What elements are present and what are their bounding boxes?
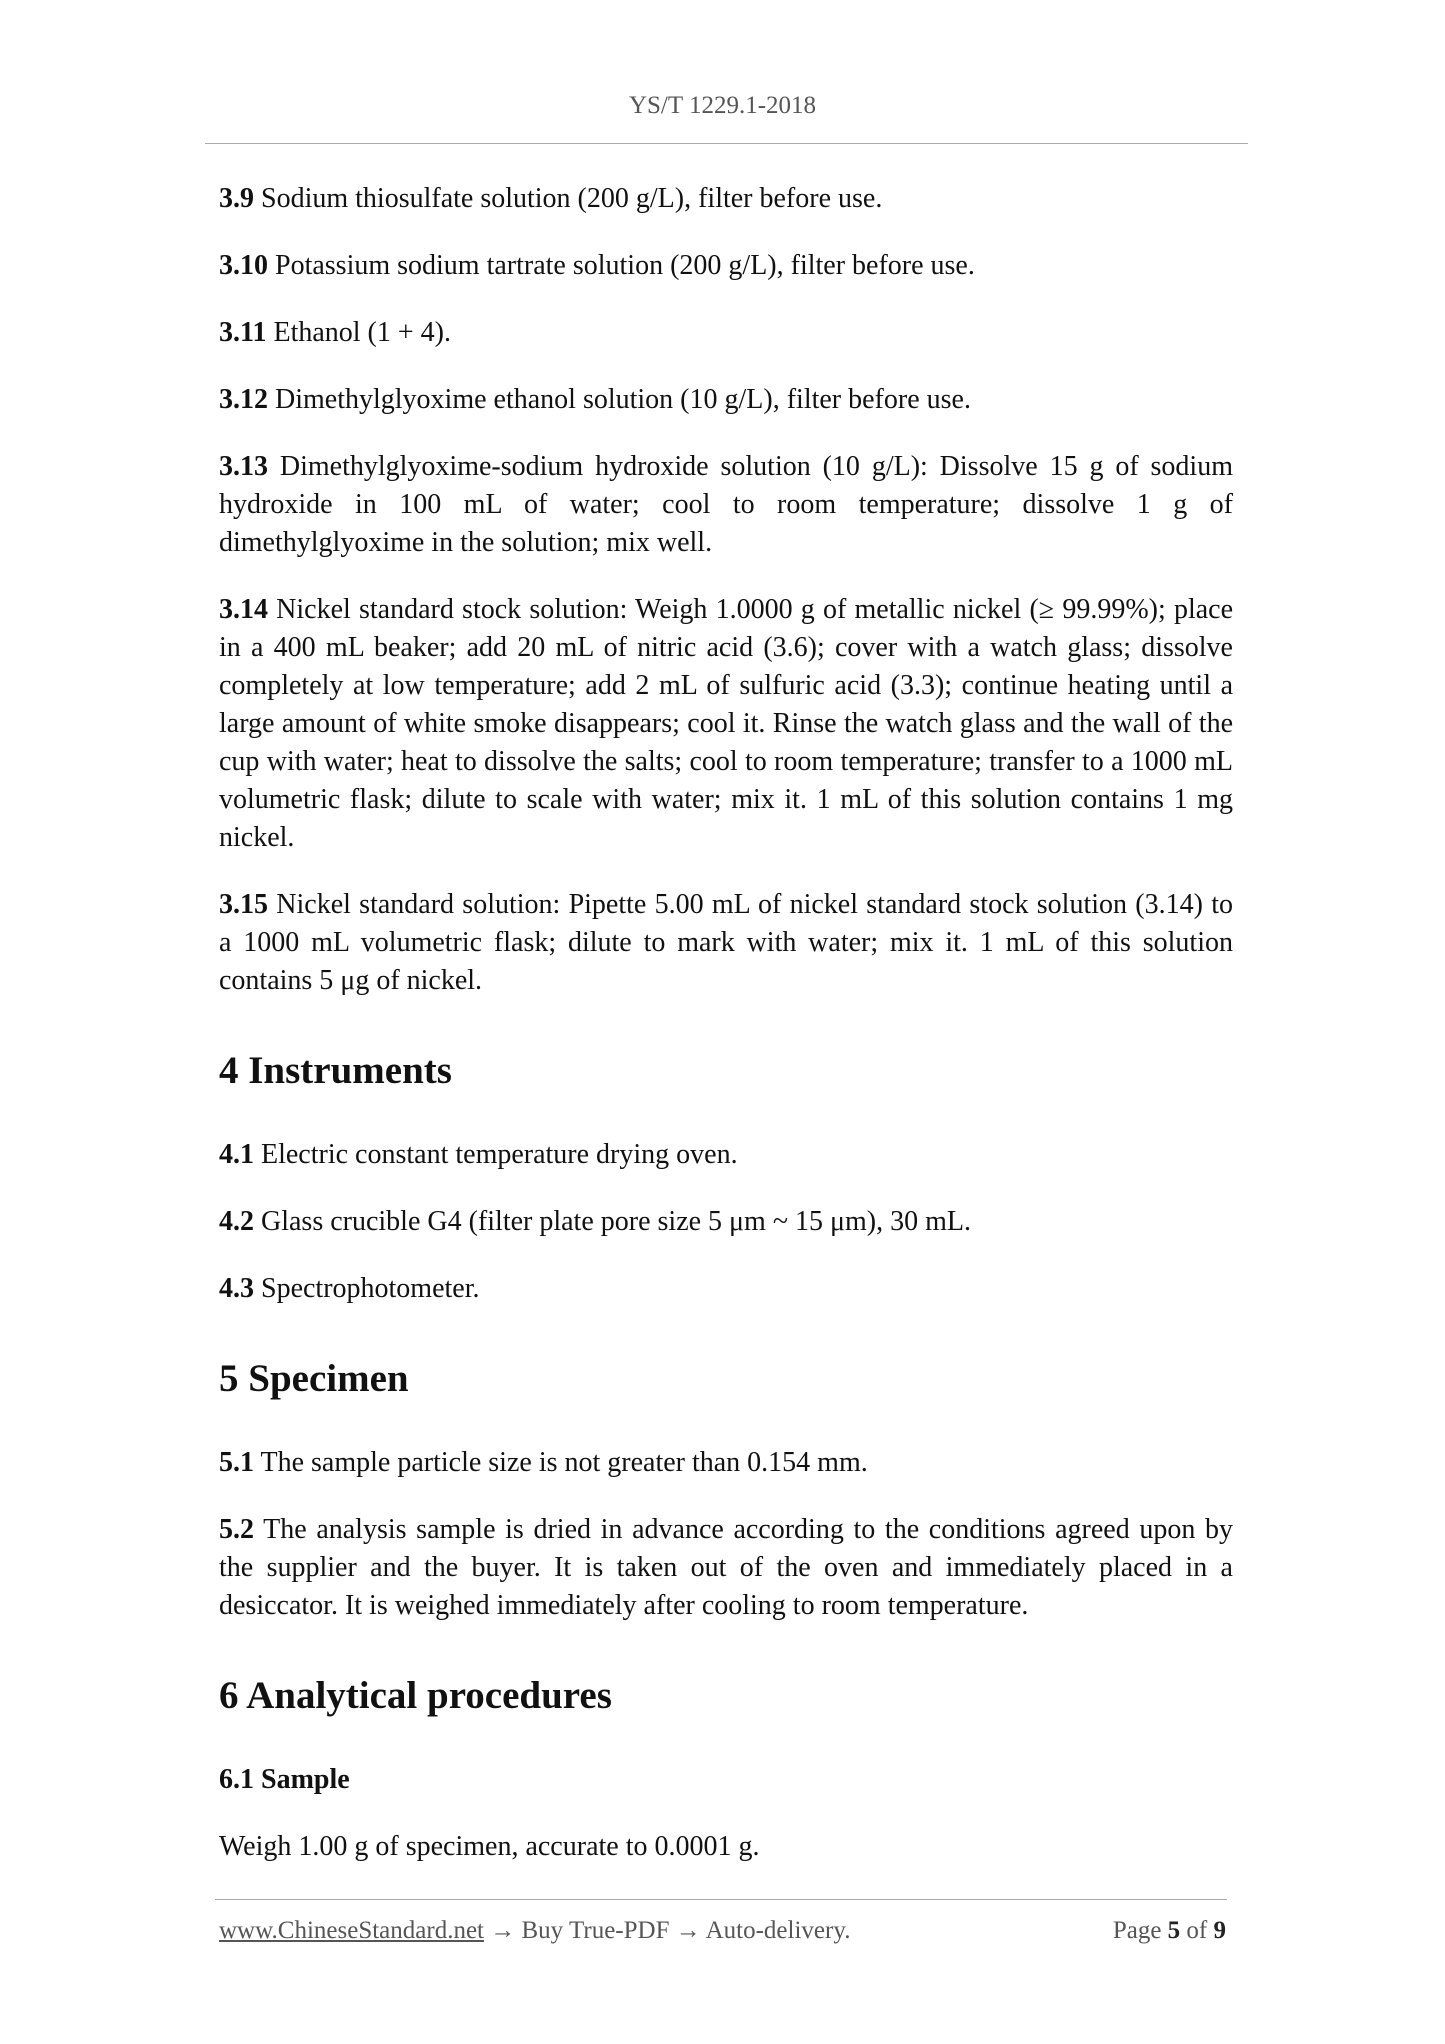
subsection-heading-sample: 6.1 Sample bbox=[219, 1764, 350, 1795]
clause-number: 3.14 bbox=[219, 594, 268, 625]
clause-text: Nickel standard solution: Pipette 5.00 mL of nickel standard stock solution (3.14) to a 1000 mL volumetric flask; dilute to mark with water; mix it. 1 mL of this solution contains 5 μg of nickel. bbox=[219, 889, 1233, 996]
clause-text: Ethanol (1 + 4). bbox=[266, 317, 451, 348]
clause-3-13 bbox=[219, 448, 1233, 562]
section-heading-analytical-procedures: 6 Analytical procedures bbox=[219, 1674, 612, 1717]
clause-3-12 bbox=[219, 381, 1233, 419]
clause-3-15 bbox=[219, 886, 1233, 1000]
clause-3-9 bbox=[219, 180, 1233, 218]
clause-text: Dimethylglyoxime ethanol solution (10 g/L), filter before use. bbox=[268, 384, 971, 415]
buy-pdf-text: Buy True-PDF bbox=[521, 1917, 670, 1944]
section-heading-instruments: 4 Instruments bbox=[219, 1049, 452, 1092]
footer-promo bbox=[219, 1917, 850, 1945]
clause-text: Nickel standard stock solution: Weigh 1.0000 g of metallic nickel (≥ 99.99%); place in a 400 mL beaker; add 20 mL of nitric acid (3.6); cover with a watch glass; dissolve completely at low temperature; add 2 mL of sulfuric acid (3.3); continue heating until a large amount of white smoke disappears; cool it. Rinse the watch glass and the wall of the cup with water; heat to dissolve the salts; cool to room temperature; transfer to a 1000 mL volumetric flask; dilute to scale with water; mix it. 1 mL of this solution contains 1 mg nickel. bbox=[219, 594, 1233, 853]
clause-3-10 bbox=[219, 247, 1233, 285]
clause-5-2 bbox=[219, 1511, 1233, 1625]
clause-number: 3.9 bbox=[219, 183, 254, 214]
sample-weigh-text: Weigh 1.00 g of specimen, accurate to 0.0001 g. bbox=[219, 1831, 760, 1862]
clause-text: The analysis sample is dried in advance according to the conditions agreed upon by the supplier and the buyer. It is taken out of the oven and immediately placed in a desiccator. It is weighed immediately after cooling to room temperature. bbox=[219, 1514, 1233, 1621]
clause-number: 4.2 bbox=[219, 1206, 254, 1237]
clause-text: The sample particle size is not greater than 0.154 mm. bbox=[254, 1447, 868, 1478]
footer-divider bbox=[215, 1899, 1227, 1900]
page-indicator bbox=[1113, 1917, 1226, 1945]
clause-4-1 bbox=[219, 1136, 1233, 1174]
clause-text: Spectrophotometer. bbox=[254, 1273, 480, 1304]
clause-3-11 bbox=[219, 314, 1233, 352]
clause-number: 3.10 bbox=[219, 250, 268, 281]
clause-5-1 bbox=[219, 1444, 1233, 1482]
clause-text: Potassium sodium tartrate solution (200 g/L), filter before use. bbox=[268, 250, 975, 281]
page-label: Page bbox=[1112, 1917, 1168, 1944]
document-id-header: YS/T 1229.1-2018 bbox=[628, 92, 817, 119]
clause-text: Sodium thiosulfate solution (200 g/L), filter before use. bbox=[254, 183, 883, 214]
clause-number: 5.2 bbox=[219, 1514, 254, 1545]
clause-text: Glass crucible G4 (filter plate pore size 5 μm ~ 15 μm), 30 mL. bbox=[254, 1206, 971, 1237]
page-footer bbox=[219, 1917, 1226, 1945]
clause-number: 3.12 bbox=[219, 384, 268, 415]
clause-number: 5.1 bbox=[219, 1447, 254, 1478]
clause-number: 3.11 bbox=[219, 317, 267, 348]
of-label: of bbox=[1180, 1917, 1214, 1944]
clause-number: 4.1 bbox=[219, 1139, 254, 1170]
clause-number: 3.15 bbox=[219, 889, 268, 920]
auto-delivery-text: Auto-delivery. bbox=[705, 1917, 851, 1944]
website-link[interactable]: www.ChineseStandard.net bbox=[219, 1917, 484, 1944]
arrow-icon: → bbox=[669, 1917, 706, 1944]
clause-3-14 bbox=[219, 591, 1233, 857]
page-content bbox=[219, 180, 1233, 1895]
page-number: 5 bbox=[1167, 1917, 1181, 1944]
arrow-icon: → bbox=[484, 1917, 522, 1944]
section-heading-specimen: 5 Specimen bbox=[219, 1357, 409, 1400]
clause-text: Dimethylglyoxime-sodium hydroxide solution (10 g/L): Dissolve 15 g of sodium hydroxide in 100 mL of water; cool to room temperature; dissolve 1 g of dimethylglyoxime in the solution; mix well. bbox=[219, 451, 1233, 558]
header-divider bbox=[205, 143, 1248, 144]
clause-text: Electric constant temperature drying oven. bbox=[254, 1139, 738, 1170]
clause-4-3 bbox=[219, 1270, 1233, 1308]
page-total: 9 bbox=[1213, 1917, 1226, 1944]
clause-4-2 bbox=[219, 1203, 1233, 1241]
clause-number: 4.3 bbox=[219, 1273, 254, 1304]
clause-number: 3.13 bbox=[219, 451, 268, 482]
